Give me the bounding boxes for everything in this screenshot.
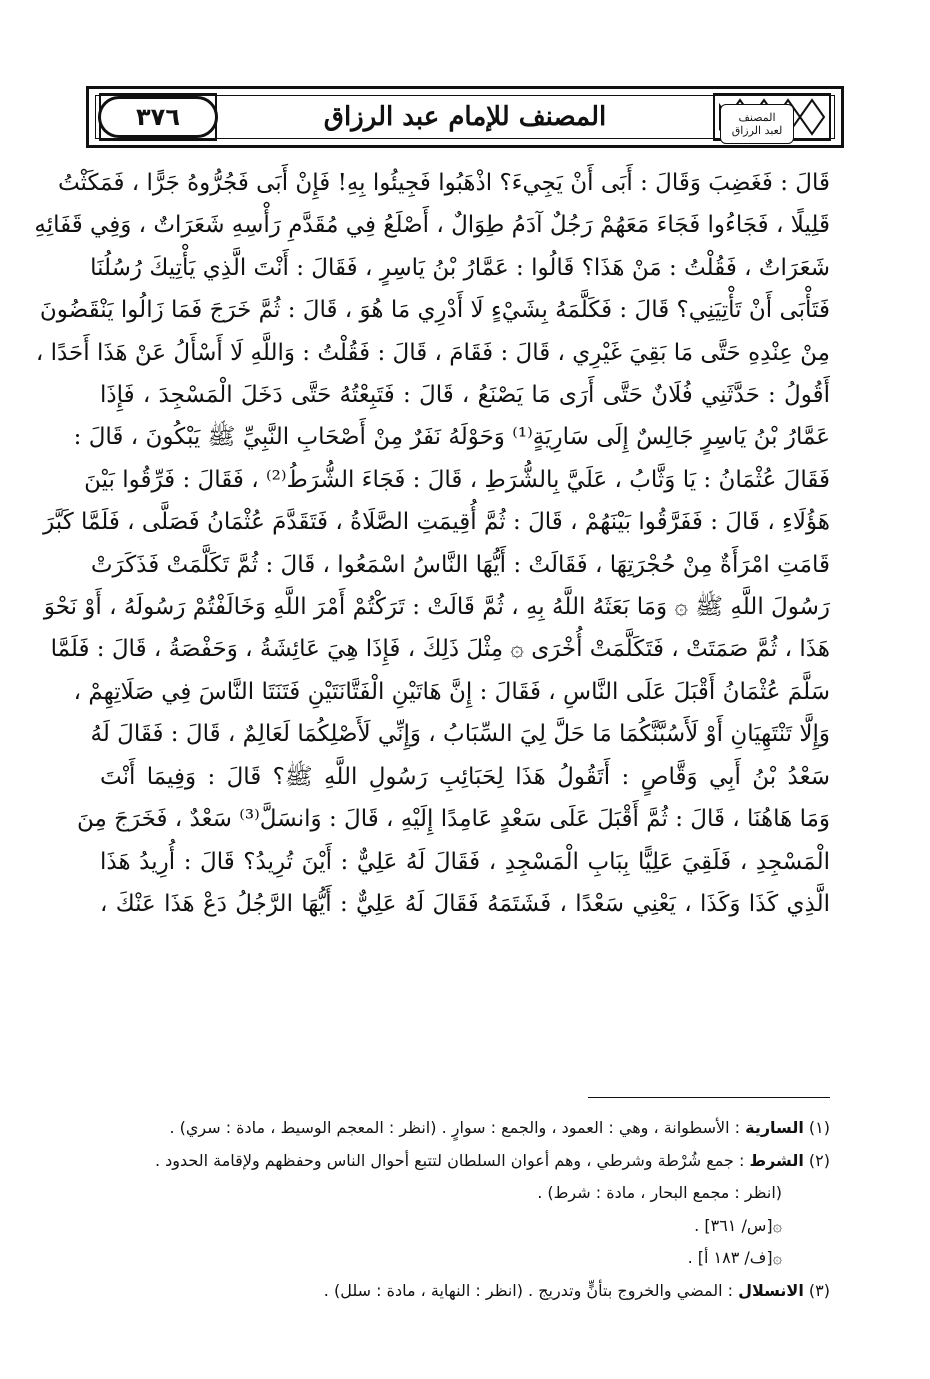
text-line: قَامَتِ امْرَأَةٌ مِنْ حُجْرَتِهَا ، فَقَالَتْ : أَيُّهَا النَّاسُ اسْمَعُوا ، قَالَ : ثُمَّ تَكَلَّمَتْ فَذَكَرَتْ [90,551,830,578]
main-text [34,162,830,925]
text-line: عَمَّارُ بْنُ يَاسِرٍ جَالِسٌ إِلَى سَارِيَةٍ⁽¹⁾ وَحَوْلَهُ نَفَرٌ مِنْ أَصْحَابِ النَّبِيِّ ﷺ يَبْكُونَ ، قَالَ : [73,424,830,451]
footnote-2-continued [100,1177,830,1210]
footnote-text: : جمع شُرْطة وشرطي ، وهم أعوان السلطان لتتبع أحوال الناس وحفظهم ولإقامة الحدود . [155,1150,745,1170]
text-line: مِنْ عِنْدِهِ حَتَّى مَا بَقِيَ غَيْرِي ، قَالَ : فَقَامَ ، قَالَ : فَقُلْتُ : وَاللَّهِ لَا أَسْأَلُ عَنْ هَذَا أَحَدًا ، [35,339,830,366]
text-line: هَذَا ، ثُمَّ صَمَتَتْ ، فَتَكَلَّمَتْ أُخْرَى ۞ مِثْلَ ذَلِكَ ، فَإِذَا هِيَ عَائِشَةُ ، وَحَفْصَةُ ، قَالَ : فَلَمَّا [50,636,830,663]
footnote-term: الشرط [749,1150,804,1170]
footnote-number: (٣) [808,1280,830,1300]
footnote-text: : الأسطوانة ، وهي : العمود ، والجمع : سوارٍ . (انظر : المعجم الوسيط ، مادة : سري) . [169,1118,741,1137]
manuscript-ref-text: ۞[س/ ٣٦١] . [694,1215,782,1235]
footnote-1 [100,1112,830,1145]
page-header [86,86,844,148]
footnote-3 [100,1275,830,1308]
book-logo-line1: المصنف [738,111,776,124]
page-number: ٣٧٦ [136,103,180,131]
footnote-text: : المضي والخروج بتأنٍّ وتدريج . (انظر : النهاية ، مادة : سلل) . [323,1280,733,1300]
text-line: رَسُولَ اللَّهِ ﷺ ۞ وَمَا بَعَثَهُ اللَّهُ بِهِ ، ثُمَّ قَالَتْ : تَرَكْتُمْ أَمْرَ اللَّهِ وَخَالَفْتُمْ رَسُولَهُ ، أَوْ نَحْوَ [43,594,830,621]
footnote-number: (٢) [808,1150,830,1170]
text-line: سَعْدُ بْنُ أَبِي وَقَّاصٍ : أَتَقُولُ هَذَا لِحَبَائِبِ رَسُولِ اللَّهِ ﷺ؟ قَالَ : وَفِيمَا أَنْتَ [100,763,830,790]
text-line: قَالَ : فَغَضِبَ وَقَالَ : أَبَى أَنْ يَجِيءَ؟ اذْهَبُوا فَجِيئُوا بِهِ! فَإِنْ أَبَى فَجُرُّوهُ جَرًّا ، فَمَكَثْتُ [57,170,830,196]
footnote-2 [100,1145,830,1178]
footnote-text: (انظر : مجمع البحار ، مادة : شرط) . [537,1183,782,1202]
text-line: هَؤُلَاءِ ، قَالَ : فَفَرَّقُوا بَيْنَهُمْ ، قَالَ : ثُمَّ أُقِيمَتِ الصَّلَاةُ ، فَتَقَدَّمَ عُثْمَانُ فَصَلَّى ، فَلَمَّا كَبَّرَ [43,509,830,536]
text-line: وَإِلَّا تَنْتَهِيَانِ أَوْ لَأَسُبَّنَّكُمَا مَا حَلَّ لِيَ السِّبَابُ ، وَإِنِّي لَأَصْلِكُمَا لَعَالِمٌ ، قَالَ : فَقَالَ لَهُ [90,721,830,748]
book-title: المصنف للإمام عبد الرزاق [323,102,607,132]
text-line: الْمَسْجِدِ ، فَلَقِيَ عَلِيًّا بِبَابِ الْمَسْجِدِ ، فَقَالَ لَهُ عَلِيٌّ : أَيْنَ تُرِيدُ؟ قَالَ : أُرِيدُ هَذَا [100,848,830,875]
text-line: شَعَرَاتٌ ، فَقُلْتُ : مَنْ هَذَا؟ قَالُوا : عَمَّارُ بْنُ يَاسِرٍ ، فَقَالَ : أَنْتَ الَّذِي يَأْتِيكَ رُسُلُنَا [90,254,830,281]
footnote-separator [588,1097,830,1098]
footnote-term: السارية [745,1118,804,1137]
text-line: فَتَأْبَى أَنْ تَأْتِيَنِي؟ قَالَ : فَكَلَّمَهُ بِشَيْءٍ لَا أَدْرِي مَا هُوَ ، قَالَ : ثُمَّ خَرَجَ فَمَا زَالُوا يَنْقَضُونَ [39,297,830,324]
book-logo-line2: لعبد الرزاق [731,124,783,137]
footnote-number: (١) [808,1118,830,1137]
footnotes [100,1112,830,1307]
text-line: فَقَالَ عُثْمَانُ : يَا وَثَّابُ ، عَلَيَّ بِالشُّرَطِ ، قَالَ : فَجَاءَ الشُّرَطُ⁽²⁾ ، فَقَالَ : فَرِّقُوا بَيْنَ [84,466,830,493]
text-line: وَمَا هَاهُنَا ، قَالَ : ثُمَّ أَقْبَلَ عَلَى سَعْدٍ عَامِدًا إِلَيْهِ ، قَالَ : وَانسَلَّ⁽³⁾ سَعْدٌ ، فَخَرَجَ مِنَ [76,806,830,833]
text-line: الَّذِي كَذَا وَكَذَا ، يَعْنِي سَعْدًا ، فَشَتَمَهُ فَقَالَ لَهُ عَلِيٌّ : أَيُّهَا الرَّجُلُ دَعْ هَذَا عَنْكَ ، [100,890,830,917]
ornament-right [712,92,832,142]
text-line: أَقُولُ : حَدَّثَنِي فُلَانٌ حَتَّى أَرَى مَا يَصْنَعُ ، قَالَ : فَتَبِعْتُهُ حَتَّى دَخَلَ الْمَسْجِدَ ، فَإِذَا [100,382,830,409]
text-line: قَلِيلًا ، فَجَاءُوا فَجَاءَ مَعَهُمْ رَجُلٌ آدَمُ طِوَالٌ ، أَصْلَعُ فِي مُقَدَّمِ رَأْسِهِ شَعَرَاتٌ ، وَفِي قَفَائِهِ [34,212,830,239]
page-number-badge [98,96,218,138]
manuscript-ref-text: ۞[ف/ ١٨٣ أ] . [687,1248,782,1267]
manuscript-ref-2 [100,1242,830,1275]
footnote-term: الانسلال [738,1280,804,1300]
text-line: سَلَّمَ عُثْمَانُ أَقْبَلَ عَلَى النَّاسِ ، فَقَالَ : إِنَّ هَاتَيْنِ الْفَتَّانَتَيْنِ فَتَنَتَا النَّاسَ فِي صَلَاتِهِمْ ، [73,678,830,705]
manuscript-ref-1 [100,1210,830,1243]
book-logo [720,104,794,144]
